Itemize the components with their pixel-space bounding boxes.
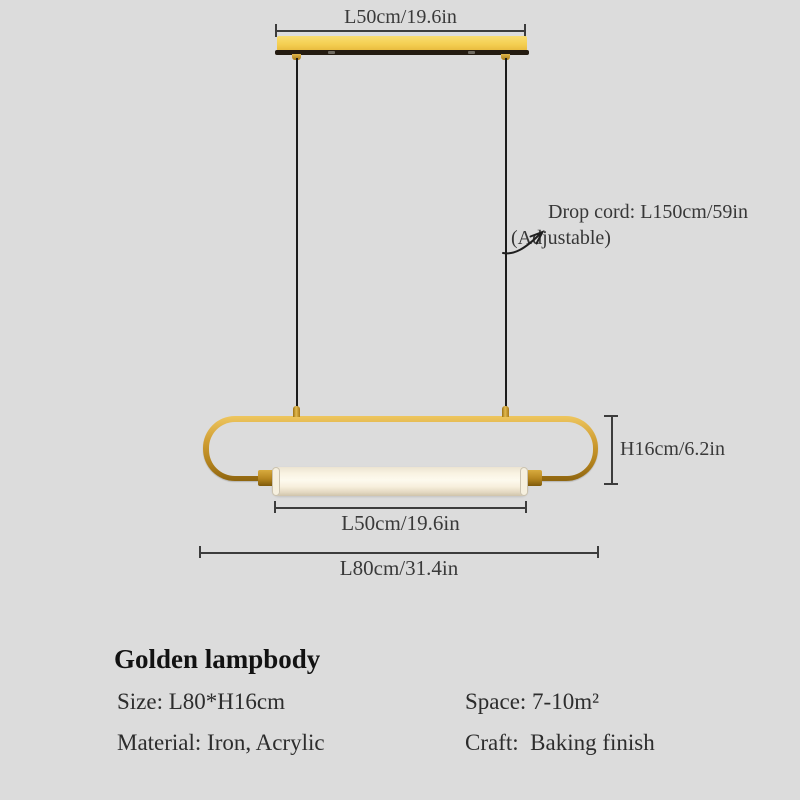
drop-cord-left — [296, 58, 298, 408]
canopy-screw-left — [328, 51, 335, 54]
height-dimension-line — [611, 416, 613, 484]
curved-arrow-icon — [501, 226, 549, 256]
canopy-dimension-tick-left — [275, 24, 277, 37]
canopy-bottom-edge — [275, 50, 529, 55]
height-dimension-tick-top — [604, 415, 618, 417]
canopy-dimension-line — [276, 30, 525, 32]
canopy-dimension-label: L50cm/19.6in — [344, 6, 457, 28]
body-dimension-label: L80cm/31.4in — [339, 556, 459, 580]
canopy-screw-right — [468, 51, 475, 54]
height-dimension-label: H16cm/6.2in — [620, 438, 725, 460]
drop-cord-note-line1: Drop cord: L150cm/59in — [548, 201, 748, 223]
spec-space: Space: 7-10m² — [465, 689, 600, 714]
ceiling-canopy-bar — [277, 36, 527, 51]
tube-collar-right — [526, 470, 542, 486]
specs-title: Golden lampbody — [114, 644, 321, 674]
cord-connector-right — [502, 406, 509, 417]
body-dimension-line — [200, 552, 598, 554]
height-dimension-tick-bottom — [604, 483, 618, 485]
spec-craft: Craft: Baking finish — [465, 730, 655, 755]
light-tube — [272, 467, 528, 496]
drop-cord-note-line2: (Adjustable) — [511, 227, 611, 249]
cord-connector-left — [293, 406, 300, 417]
spec-material: Material: Iron, Acrylic — [117, 730, 325, 755]
tube-dimension-line — [275, 507, 526, 509]
spec-size: Size: L80*H16cm — [117, 689, 285, 714]
tube-dimension-label: L50cm/19.6in — [341, 511, 460, 535]
